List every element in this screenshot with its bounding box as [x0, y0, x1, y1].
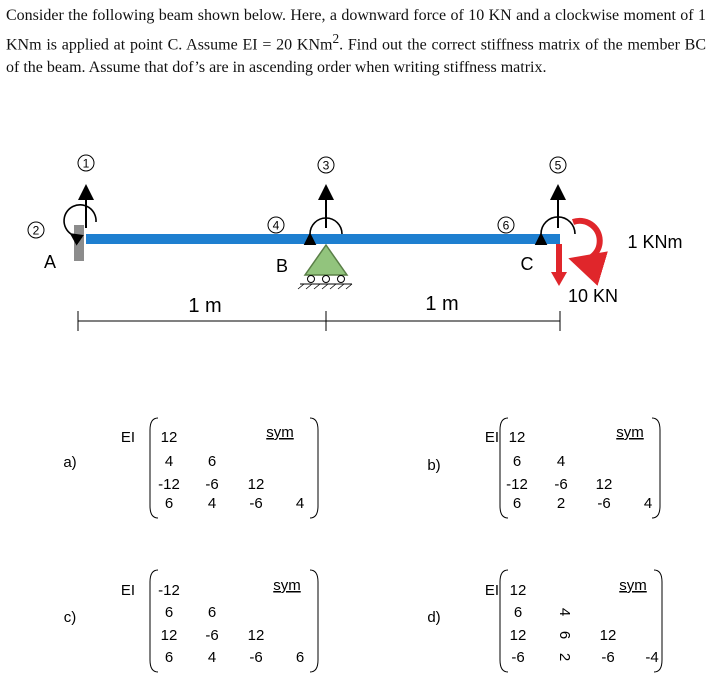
option-label: b) [427, 457, 441, 474]
matrix-cell: 12 [247, 627, 265, 644]
matrix-cell: 12 [247, 476, 265, 493]
beam [86, 234, 560, 244]
sym-label: sym [273, 577, 301, 594]
matrix-cell: 4 [556, 607, 573, 617]
left-bracket [150, 570, 158, 672]
matrix-cell: 6 [295, 649, 305, 666]
matrix-cell: 4 [295, 495, 305, 512]
matrix-cell: -12 [158, 582, 180, 599]
right-bracket [310, 418, 318, 518]
matrix-cell: 6 [556, 630, 573, 640]
ei-prefix: EI [484, 582, 500, 599]
svg-text:5: 5 [554, 158, 562, 173]
point-label-c: C [520, 254, 534, 274]
option-a [63, 418, 318, 518]
matrix-cell: 4 [164, 453, 174, 470]
matrix-cell: 6 [513, 604, 523, 621]
point-label-b: B [275, 256, 289, 276]
matrix-cell: 12 [160, 429, 178, 446]
matrix-cell: -6 [511, 649, 525, 666]
matrix-cell: -12 [506, 476, 528, 493]
left-bracket [500, 570, 508, 672]
matrix-cell: 12 [509, 627, 527, 644]
force-label: 10 KN [567, 286, 619, 306]
matrix-cell: -6 [554, 476, 568, 493]
matrix-cell: 2 [556, 652, 573, 662]
dof-label-4 [268, 217, 284, 233]
question-superscript: 2 [332, 31, 340, 46]
option-d [427, 570, 662, 672]
sym-label: sym [616, 424, 644, 441]
right-bracket [652, 418, 660, 518]
matrix-cell: 6 [164, 649, 174, 666]
svg-text:1: 1 [82, 156, 90, 171]
svg-text:3: 3 [322, 158, 330, 173]
matrix-cell: 6 [164, 604, 174, 621]
dof-label-3 [318, 157, 334, 173]
matrix-cell: 6 [207, 604, 217, 621]
matrix-cell: 4 [643, 495, 653, 512]
question-text-middle: . Find out the correct stiffness matrix of the member BC of the beam. Assume that dof’s are in ascending order when writing stiffness matrix. [6, 36, 707, 77]
dimension-line [78, 311, 560, 331]
matrix-cell: 12 [508, 429, 526, 446]
matrix-cell: -6 [601, 649, 615, 666]
matrix-cell: 2 [556, 495, 566, 512]
sym-label: sym [619, 577, 647, 594]
point-label-a: A [43, 252, 57, 272]
question-text-before: Consider the following beam shown below. Here, a downward force of 10 KN and a clockwise moment of 1 KNm is applied at point C. Assume EI = 20 KNm [6, 7, 706, 54]
ei-prefix: EI [484, 429, 500, 446]
clockwise-moment-arrow [573, 221, 600, 261]
matrix-cell: 12 [160, 627, 178, 644]
matrix-cell: 12 [595, 476, 613, 493]
matrix-cell: 12 [509, 582, 527, 599]
svg-text:2: 2 [32, 223, 40, 238]
svg-text:4: 4 [272, 218, 280, 233]
moment-label: 1 KNm [627, 232, 683, 252]
sym-label: sym [266, 424, 294, 441]
option-label: c) [63, 609, 77, 626]
span-2-label: 1 m [425, 293, 459, 315]
ei-prefix: EI [120, 429, 136, 446]
right-bracket [310, 570, 318, 672]
matrix-cell: -4 [645, 649, 659, 666]
force-arrow-head [551, 272, 567, 286]
matrix-cell: 4 [207, 649, 217, 666]
option-label: d) [427, 609, 441, 626]
dof-label-6 [498, 217, 514, 233]
left-bracket [150, 418, 158, 518]
matrix-cell: -6 [249, 495, 263, 512]
pin-support-b [298, 245, 352, 289]
option-b [427, 418, 660, 518]
dof-label-2 [28, 222, 44, 238]
matrix-cell: 4 [556, 453, 566, 470]
matrix-cell: -6 [597, 495, 611, 512]
matrix-cell: 6 [164, 495, 174, 512]
option-label: a) [63, 454, 77, 471]
matrix-cell: -6 [205, 627, 219, 644]
left-bracket [500, 418, 508, 518]
matrix-cell: 12 [599, 627, 617, 644]
dof-label-1 [78, 155, 94, 171]
svg-text:6: 6 [502, 218, 510, 233]
matrix-cell: 6 [512, 453, 522, 470]
ei-prefix: EI [120, 582, 136, 599]
matrix-cell: 4 [207, 495, 217, 512]
answer-options [63, 418, 662, 672]
matrix-cell: 6 [207, 453, 217, 470]
fixed-support-a [74, 225, 84, 261]
matrix-cell: -6 [249, 649, 263, 666]
matrix-cell: -6 [205, 476, 219, 493]
span-1-label: 1 m [188, 295, 222, 317]
dof-label-5 [550, 157, 566, 173]
matrix-cell: -12 [158, 476, 180, 493]
matrix-cell: 6 [512, 495, 522, 512]
option-c [64, 570, 318, 672]
